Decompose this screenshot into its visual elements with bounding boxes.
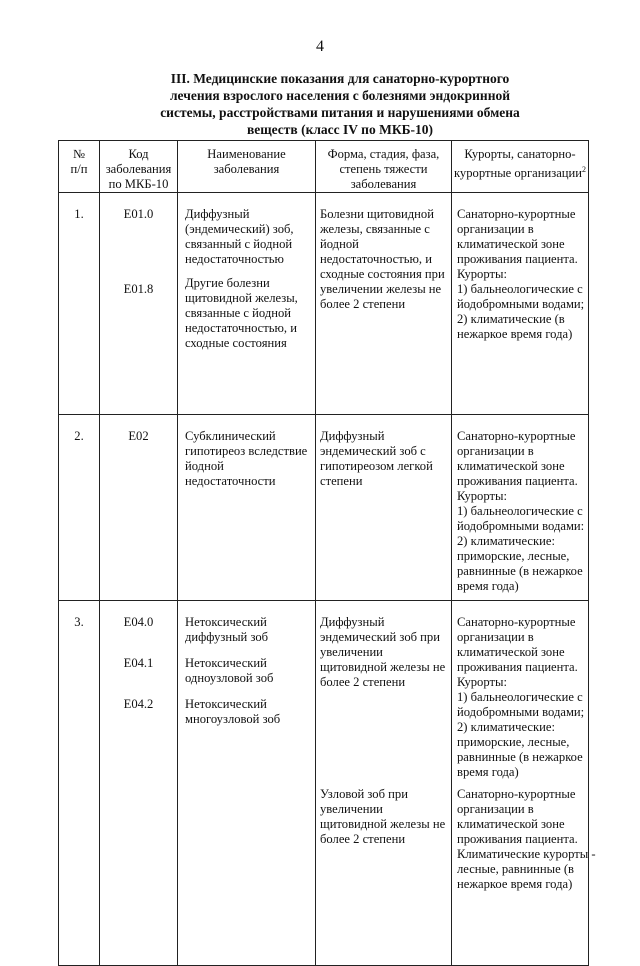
text-line: железы, связанные с <box>320 222 430 236</box>
form-cell <box>316 193 452 415</box>
text-line: проживания пациента. <box>457 832 578 846</box>
header-name <box>178 141 316 193</box>
text-line: Курорты: <box>457 489 507 503</box>
text-line: многоузловой зоб <box>185 712 281 726</box>
disease-name-cell <box>178 601 316 966</box>
header-resort <box>452 141 589 193</box>
table-row <box>59 193 589 415</box>
header-text: заболевания <box>350 177 417 191</box>
resort-text <box>457 787 596 892</box>
text-line: 1) бальнеологические с <box>457 504 583 518</box>
text-line: эндемический зоб при <box>320 630 440 644</box>
page-number: 4 <box>316 38 324 55</box>
text-line: Субклинический <box>185 429 276 443</box>
disease-name <box>185 429 311 489</box>
text-line: Климатические курорты - <box>457 847 596 861</box>
icd-code: E04.0 <box>123 615 154 629</box>
text-line: Курорты: <box>457 267 507 281</box>
text-line: диффузный зоб <box>185 630 269 644</box>
text-line: недостаточностью, и <box>185 321 297 335</box>
text-line: нежаркое время года) <box>457 327 573 341</box>
text-line: Санаторно-курортные <box>457 615 576 629</box>
row-number: 2. <box>59 415 100 601</box>
disease-form <box>320 429 449 489</box>
disease-name <box>185 656 311 697</box>
text-line: равнинные (в нежаркое <box>457 564 583 578</box>
text-line: 1) бальнеологические с <box>457 690 583 704</box>
disease-name <box>185 615 311 656</box>
disease-form <box>320 787 449 847</box>
text-line: гипотиреоз вследствие <box>185 444 308 458</box>
indications-table <box>58 140 596 966</box>
disease-name <box>185 697 311 727</box>
footnote-mark: 2 <box>582 165 587 174</box>
text-line: йодной <box>320 237 359 251</box>
text-line: проживания пациента. <box>457 252 578 266</box>
text-line: (эндемический) зоб, <box>185 222 294 236</box>
icd-code: E02 <box>128 429 149 443</box>
disease-form <box>320 207 449 312</box>
text-line: Санаторно-курортные <box>457 429 576 443</box>
table-row <box>59 415 589 601</box>
code-cell <box>100 601 178 966</box>
table-row <box>59 601 589 966</box>
title-line: III. Медицинские показания для санаторно-курортного <box>170 71 510 86</box>
text-line: Нетоксический <box>185 615 267 629</box>
text-line: связанные с йодной <box>185 306 292 320</box>
text-line: сходные состояния при <box>320 267 445 281</box>
form-cell <box>316 415 452 601</box>
header-text: Наименование <box>207 147 286 161</box>
text-line: одноузловой зоб <box>185 671 274 685</box>
text-line: йодной <box>185 459 224 473</box>
text-line: климатической зоне <box>457 459 565 473</box>
text-line: равнинные (в нежаркое <box>457 750 583 764</box>
text-line: Санаторно-курортные <box>457 207 576 221</box>
text-line: 2) климатические (в <box>457 312 565 326</box>
text-line: более 2 степени <box>320 675 406 689</box>
text-line: недостаточностью <box>185 252 284 266</box>
text-line: нежаркое время года) <box>457 877 573 891</box>
text-line: более 2 степени <box>320 297 406 311</box>
disease-name-cell <box>178 415 316 601</box>
row-number: 3. <box>59 601 100 966</box>
text-line: Диффузный <box>185 207 250 221</box>
text-line: увеличении железы не <box>320 282 442 296</box>
code-cell <box>100 415 178 601</box>
header-code <box>100 141 178 193</box>
text-line: щитовидной железы, <box>185 291 298 305</box>
text-line: лесные, равнинные (в <box>457 862 574 876</box>
row-number: 1. <box>59 193 100 415</box>
text-line: организации в <box>457 802 534 816</box>
disease-name <box>185 207 311 267</box>
text-line: Нетоксический <box>185 656 267 670</box>
text-line: организации в <box>457 630 534 644</box>
title-line: веществ (класс IV по МКБ-10) <box>246 122 434 137</box>
text-line: организации в <box>457 222 534 236</box>
text-line: сходные состояния <box>185 336 287 350</box>
code-cell <box>100 193 178 415</box>
disease-form <box>320 615 449 787</box>
header-text: Курорты, санаторно- <box>464 147 576 161</box>
header-text-part: курортные организации <box>453 166 583 181</box>
text-line: Курорты: <box>457 675 507 689</box>
text-line: Другие болезни <box>185 276 270 290</box>
text-line: приморские, лесные, <box>457 735 570 749</box>
text-line: степени <box>320 474 363 488</box>
resort-text <box>457 429 586 594</box>
header-text: п/п <box>70 162 88 176</box>
text-line: приморские, лесные, <box>457 549 570 563</box>
icd-code: E01.8 <box>123 282 154 296</box>
text-line: более 2 степени <box>320 832 406 846</box>
resort-cell <box>452 601 596 966</box>
header-text: заболевания <box>105 162 172 176</box>
text-line: Диффузный <box>320 429 385 443</box>
resort-text <box>457 207 586 342</box>
text-line: проживания пациента. <box>457 474 578 488</box>
text-line: Санаторно-курортные <box>457 787 576 801</box>
text-line: увеличении <box>320 802 383 816</box>
header-form <box>316 141 452 193</box>
text-line: недостаточностью, и <box>320 252 432 266</box>
text-line: время года) <box>457 765 519 779</box>
text-line: 1) бальнеологические с <box>457 282 583 296</box>
text-line: Диффузный <box>320 615 385 629</box>
title-line: лечения взрослого населения с болезнями эндокринной <box>169 88 511 103</box>
text-line: Нетоксический <box>185 697 267 711</box>
header-text <box>452 162 588 181</box>
text-line: связанный с йодной <box>185 237 293 251</box>
text-line: 2) климатические: <box>457 534 555 548</box>
resort-cell <box>452 193 589 415</box>
header-text: Форма, стадия, фаза, <box>327 147 440 161</box>
header-text: Код <box>128 147 149 161</box>
text-line: щитовидной железы не <box>320 660 446 674</box>
form-cell <box>316 601 452 966</box>
text-line: увеличении <box>320 645 383 659</box>
title-line: системы, расстройствами питания и нарушениями обмена <box>160 105 520 120</box>
header-text: № <box>72 147 86 161</box>
header-text: по МКБ-10 <box>108 177 169 191</box>
text-line: йодобромными водами; <box>457 297 585 311</box>
text-line: 2) климатические: <box>457 720 555 734</box>
header-text: степень тяжести <box>339 162 428 176</box>
text-line: йодобромными водами: <box>457 519 585 533</box>
header-num <box>59 141 100 193</box>
text-line: недостаточности <box>185 474 276 488</box>
text-line: климатической зоне <box>457 237 565 251</box>
header-text: заболевания <box>213 162 280 176</box>
text-line: эндемический зоб с <box>320 444 426 458</box>
resort-cell <box>452 415 589 601</box>
text-line: климатической зоне <box>457 817 565 831</box>
text-line: гипотиреозом легкой <box>320 459 433 473</box>
text-line: организации в <box>457 444 534 458</box>
disease-name-cell <box>178 193 316 415</box>
resort-text <box>457 615 586 787</box>
text-line: Болезни щитовидной <box>320 207 434 221</box>
text-line: йодобромными водами; <box>457 705 585 719</box>
text-line: проживания пациента. <box>457 660 578 674</box>
text-line: время года) <box>457 579 519 593</box>
icd-code: E04.2 <box>123 697 154 711</box>
disease-name <box>185 276 311 351</box>
icd-code: E01.0 <box>123 207 154 221</box>
section-title <box>150 70 530 138</box>
icd-code: E04.1 <box>123 656 154 670</box>
text-line: Узловой зоб при <box>320 787 408 801</box>
text-line: щитовидной железы не <box>320 817 446 831</box>
text-line: климатической зоне <box>457 645 565 659</box>
table-header-row <box>59 141 589 193</box>
